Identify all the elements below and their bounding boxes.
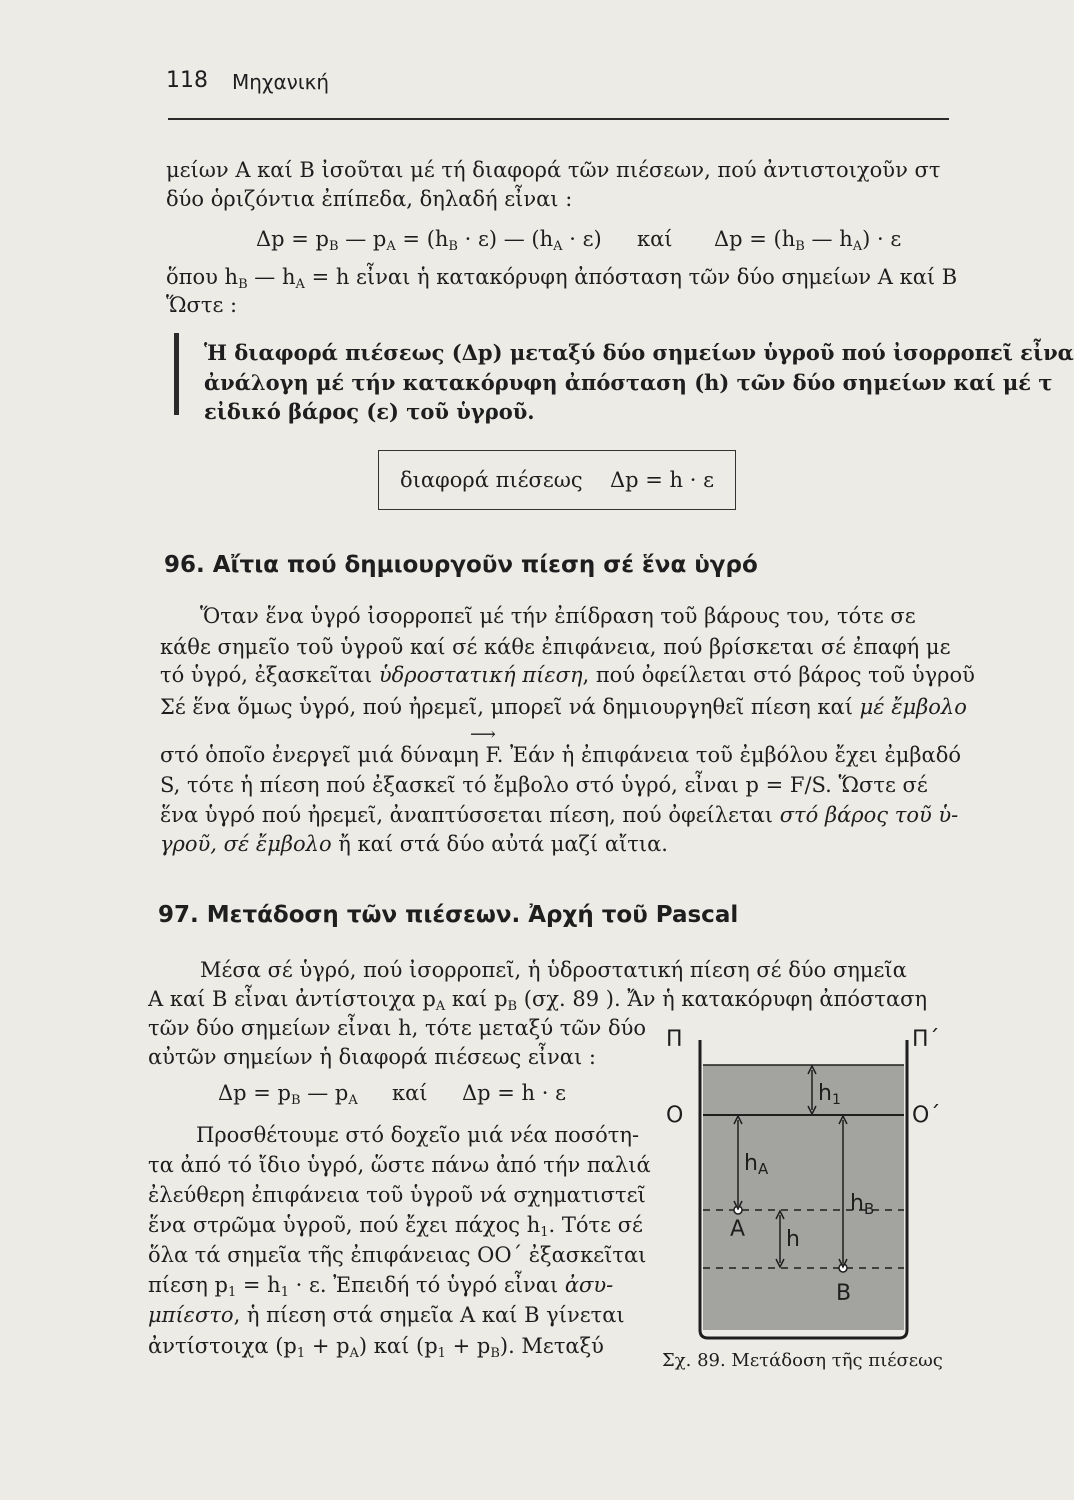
section-97-line-9: ὅλα τά σημεῖα τῆς ἐπιφάνειας ΟΟ΄ ἐξασκεῖται (148, 1243, 647, 1267)
rule-line-3: εἰδικό βάρος (ε) τοῦ ὑγροῦ. (204, 399, 535, 424)
section-96-line-6: S, τότε ἡ πίεση πού ἐξασκεῖ τό ἔμβολο στό ὑγρό, εἶναι p = F/S. Ὥστε σέ (160, 773, 928, 797)
header-rule (168, 118, 949, 120)
force-vector-arrow: ⟶ (470, 724, 496, 745)
section-97-line-11: μπίεστο, ἡ πίεση στά σημεῖα Α καί Β γίνεται (148, 1303, 625, 1327)
label-hb: hB (850, 1191, 875, 1218)
section-97-equation-kai: καί (392, 1081, 428, 1105)
rule-line-1: Ἡ διαφορά πιέσεως (Δp) μεταξύ δύο σημείων ὑγροῦ πού ἰσορροπεῖ εἶνα (204, 340, 1074, 365)
label-h1: h1 (818, 1081, 841, 1108)
liquid-fill (703, 1065, 904, 1330)
section-96-line-2: κάθε σημεῖο τοῦ ὑγροῦ καί σέ κάθε ἐπιφάνεια, πού βρίσκεται σέ ἐπαφή με (160, 635, 951, 659)
label-ha: hA (744, 1151, 769, 1178)
intro-line-4: Ὥστε : (166, 293, 238, 317)
section-96-line-8: γροῦ, σέ ἔμβολο ἤ καί στά δύο αὐτά μαζί αἴτια. (160, 832, 668, 856)
rule-side-bar (174, 333, 179, 415)
label-o-prime: Ο΄ (912, 1103, 941, 1128)
formula-expression: Δp = h · ε (610, 468, 714, 492)
section-97-line-1: Μέσα σέ ὑγρό, πού ἰσορροπεῖ, ἡ ὑδροστατική πίεση σέ δύο σημεῖα (200, 958, 907, 982)
section-96-line-1: Ὅταν ἕνα ὑγρό ἰσορροπεῖ μέ τήν ἐπίδραση τοῦ βάρους του, τότε σε (200, 604, 916, 628)
label-h: h (786, 1227, 800, 1252)
label-a: Α (730, 1217, 746, 1242)
equation-kai: καί (637, 227, 673, 251)
section-96-line-4: Σέ ἕνα ὅμως ὑγρό, πού ἠρεμεῖ, μπορεῖ νά δημιουργηθεῖ πίεση καί μέ ἔμβολο (160, 695, 967, 719)
page-number: 118 (166, 68, 208, 93)
intro-line-1: μείων Α καί Β ἰσοῦται μέ τή διαφορά τῶν πιέσεων, πού ἀντιστοιχοῦν στ (166, 158, 941, 182)
equation-delta-p-2: $\Delta p = (h_B$ — $h_A) \cdot \varepsilon$ (714, 227, 902, 254)
section-96-line-3: τό ὑγρό, ἐξασκεῖται ὑδροστατική πίεση, πού ὀφείλεται στό βάρος τοῦ ὑγροῦ (160, 663, 975, 687)
figure-caption: Σχ. 89. Μετάδοση τῆς πιέσεως (662, 1350, 943, 1371)
running-title: Μηχανική (232, 70, 330, 94)
section-97-line-12: ἀντίστοιχα $(p_1 + p_A)$ καί $(p_1 + p_B)$. Μεταξύ (148, 1334, 604, 1361)
label-p-prime: Π΄ (912, 1027, 940, 1052)
section-97-equation-2: Δp = h · ε (462, 1081, 566, 1105)
equation-delta-p-1: $\Delta p = p_B$ — $p_A = (h_B \cdot \varepsilon)$ — $(h_A \cdot \varepsilon)$ (256, 227, 602, 254)
section-97-equation-1: $\Delta p = p_B$ — $p_A$ (218, 1081, 358, 1108)
section-97-line-10: πίεση $p_1 = h_1 \cdot \varepsilon$. Ἐπειδή τό ὑγρό εἶναι ἀσυ- (148, 1273, 614, 1300)
section-97-line-4: αὐτῶν σημείων ἡ διαφορά πιέσεως εἶναι : (148, 1045, 596, 1069)
label-p: Π (666, 1027, 683, 1052)
section-97-line-5: Προσθέτουμε στό δοχεῖο μιά νέα ποσότη- (196, 1123, 640, 1147)
section-97-title: 97. Μετάδοση τῶν πιέσεων. Ἀρχή τοῦ Pascal (158, 902, 739, 928)
section-96-line-7: ἕνα ὑγρό πού ἠρεμεῖ, ἀναπτύσσεται πίεση, πού ὀφείλεται στό βάρος τοῦ ὑ- (160, 803, 959, 827)
section-97-line-7: ἐλεύθερη ἐπιφάνεια τοῦ ὑγροῦ νά σχηματιστεῖ (148, 1183, 646, 1207)
intro-line-3: ὅπου $h_B$ — $h_A = h$ εἶναι ἡ κατακόρυφη ἀπόσταση τῶν δύο σημείων Α καί Β (166, 265, 958, 292)
pascal-figure (660, 1020, 949, 1380)
rule-line-2: ἀνάλογη μέ τήν κατακόρυφη ἀπόσταση (h) τῶν δύο σημείων καί μέ τ (204, 370, 1053, 395)
section-96-line-5: στό ὁποῖο ἐνεργεῖ μιά δύναμη F. Ἐάν ἡ ἐπιφάνεια τοῦ ἐμβόλου ἔχει ἐμβαδό (160, 743, 961, 767)
label-b: Β (836, 1281, 852, 1306)
section-97-line-6: τα ἀπό τό ἴδιο ὑγρό, ὥστε πάνω ἀπό τήν παλιά (148, 1153, 651, 1177)
section-97-line-3: τῶν δύο σημείων εἶναι h, τότε μεταξύ τῶν δύο (148, 1016, 647, 1040)
section-97-line-8: ἕνα στρῶμα ὑγροῦ, πού ἔχει πάχος $h_1$. Τότε σέ (148, 1213, 643, 1240)
section-96-title: 96. Αἴτια πού δημιουργοῦν πίεση σέ ἕνα ὑγρό (164, 552, 758, 578)
label-o: Ο (666, 1103, 684, 1128)
section-97-line-2: Α καί Β εἶναι ἀντίστοιχα $p_A$ καί $p_B$ (σχ. 89 ). Ἄν ἡ κατακόρυφη ἀπόσταση (148, 987, 928, 1014)
formula-label: διαφορά πιέσεως (400, 468, 583, 492)
intro-line-2: δύο ὁριζόντια ἐπίπεδα, δηλαδή εἶναι : (166, 187, 573, 211)
